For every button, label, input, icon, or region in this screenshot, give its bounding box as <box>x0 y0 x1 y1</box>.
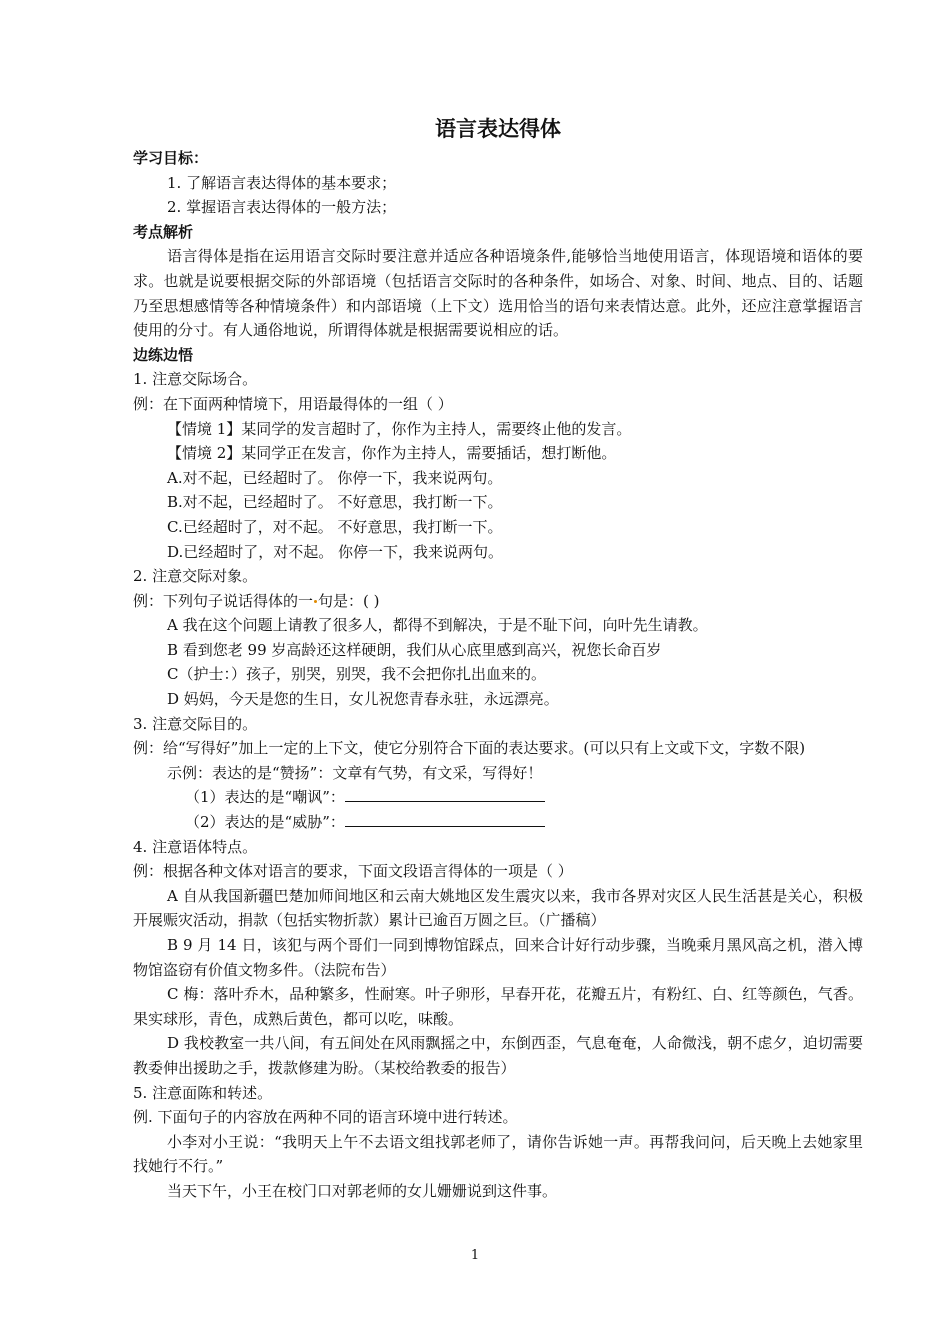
option-paragraph: A 自从我国新疆巴楚加师间地区和云南大姚地区发生震灾以来，我市各界对灾区人民生活甚是关心，积极开展赈灾活动，捐款（包括实物折款）累计已逾百万圆之巨。（广播稿） <box>133 886 863 930</box>
option-line: D.已经超时了，对不起。 你停一下，我来说两句。 <box>167 542 504 561</box>
section-heading: 3. 注意交际目的。 <box>133 714 258 733</box>
example-question <box>133 589 863 614</box>
answer-blank <box>345 810 545 827</box>
fill-item <box>133 785 863 810</box>
fill-item-label: （2）表达的是“威胁”： <box>185 813 345 832</box>
answer-blank <box>345 785 545 802</box>
option-line: C（护士：）孩子，别哭，别哭，我不会把你扎出血来的。 <box>167 665 546 684</box>
scene-line: 【情境 1】某同学的发言超时了，你作为主持人，需要终止他的发言。 <box>167 419 632 438</box>
emphasis-dot <box>314 600 317 603</box>
page-title: 语言表达得体 <box>435 117 561 141</box>
option-line: A 我在这个问题上请教了很多人，都得不到解决，于是不耻下问，向叶先生请教。 <box>167 616 708 635</box>
section-heading: 1. 注意交际场合。 <box>133 370 258 389</box>
section-heading: 5. 注意面陈和转述。 <box>133 1083 273 1102</box>
example-question-part: 例：下列句子说话得体的一 <box>133 591 314 610</box>
option-line: A.对不起，已经超时了。 你停一下，我来说两句。 <box>167 468 503 487</box>
objective-item: 2. 掌握语言表达得体的一般方法； <box>167 198 397 217</box>
practice-heading: 边练边悟 <box>133 345 194 364</box>
scene-line: 【情境 2】某同学正在发言，你作为主持人，需要插话，想打断他。 <box>167 444 617 463</box>
analysis-paragraph: 语言得体是指在运用语言交际时要注意并适应各种语境条件,能够恰当地使用语言，体现语境和语体的要求。也就是说要根据交际的外部语境（包括语言交际时的各种条件，如场合、对象、时间、地点、目的、话题乃至思想感情等各种情境条件）和内部语境（上下文）选用恰当的语句来表情达意。此外，还应注意掌握语言使用的分寸。有人通俗地说，所谓得体就是根据需要说相应的话。 <box>133 247 863 340</box>
analysis-heading: 考点解析 <box>133 222 194 241</box>
option-paragraph: B 9 月 14 日，该犯与两个哥们一同到博物馆踩点，回来合计好行动步骤，当晚乘月黑风高之机，潜入博物馆盗窃有价值文物多件。（法院布告） <box>133 936 863 979</box>
example-question: 例：在下面两种情境下，用语最得体的一组（ ） <box>133 394 453 413</box>
option-paragraph: C 梅：落叶乔木，品种繁多，性耐寒。叶子卵形，早春开花，花瓣五片，有粉红、白、红等颜色，气香。果实球形，青色，成熟后黄色，都可以吃，味酸。 <box>133 985 863 1028</box>
option-paragraph: D 我校教室一共八间，有五间处在风雨飘摇之中，东倒西歪，气息奄奄，人命微浅，朝不虑夕，迫切需要教委伸出援助之手，拨款修建为盼。（某校给教委的报告） <box>133 1034 863 1077</box>
quote-paragraph: 小李对小王说：“我明天上午不去语文组找郭老师了，请你告诉她一声。再帮我问问，后天晚上去她家里找她行不行。” <box>133 1132 863 1176</box>
example-question-part: 句是：( ) <box>318 591 380 610</box>
option-line: B.对不起，已经超时了。 不好意思，我打断一下。 <box>167 493 503 512</box>
example-question: 例：给“写得好”加上一定的上下文，使它分别符合下面的表达要求。(可以只有上文或下文，字数不限) <box>133 739 806 758</box>
fill-item-label: （1）表达的是“嘲讽”： <box>185 788 345 807</box>
objectives-heading: 学习目标： <box>133 149 209 167</box>
page-number: 1 <box>470 1248 480 1263</box>
option-line: D 妈妈，今天是您的生日，女儿祝您青春永驻，永远漂亮。 <box>167 690 559 709</box>
example-question: 例：根据各种文体对语言的要求，下面文段语言得体的一项是（ ） <box>133 862 573 881</box>
document-page <box>133 112 863 1204</box>
option-line: B 看到您老 99 岁高龄还这样硬朗，我们从心底里感到高兴，祝您长命百岁 <box>167 640 662 659</box>
example-question: 例. 下面句子的内容放在两种不同的语言环境中进行转述。 <box>133 1108 518 1127</box>
fill-item <box>133 810 863 835</box>
option-line: C.已经超时了，对不起。 不好意思，我打断一下。 <box>167 517 503 536</box>
section-heading: 4. 注意语体特点。 <box>133 837 258 856</box>
sample-line: 示例：表达的是“赞扬”：文章有气势，有文采，写得好！ <box>167 763 543 782</box>
objective-item: 1. 了解语言表达得体的基本要求； <box>167 173 397 192</box>
section-heading: 2. 注意交际对象。 <box>133 567 258 586</box>
followup-line: 当天下午，小王在校门口对郭老师的女儿姗姗说到这件事。 <box>167 1181 558 1200</box>
